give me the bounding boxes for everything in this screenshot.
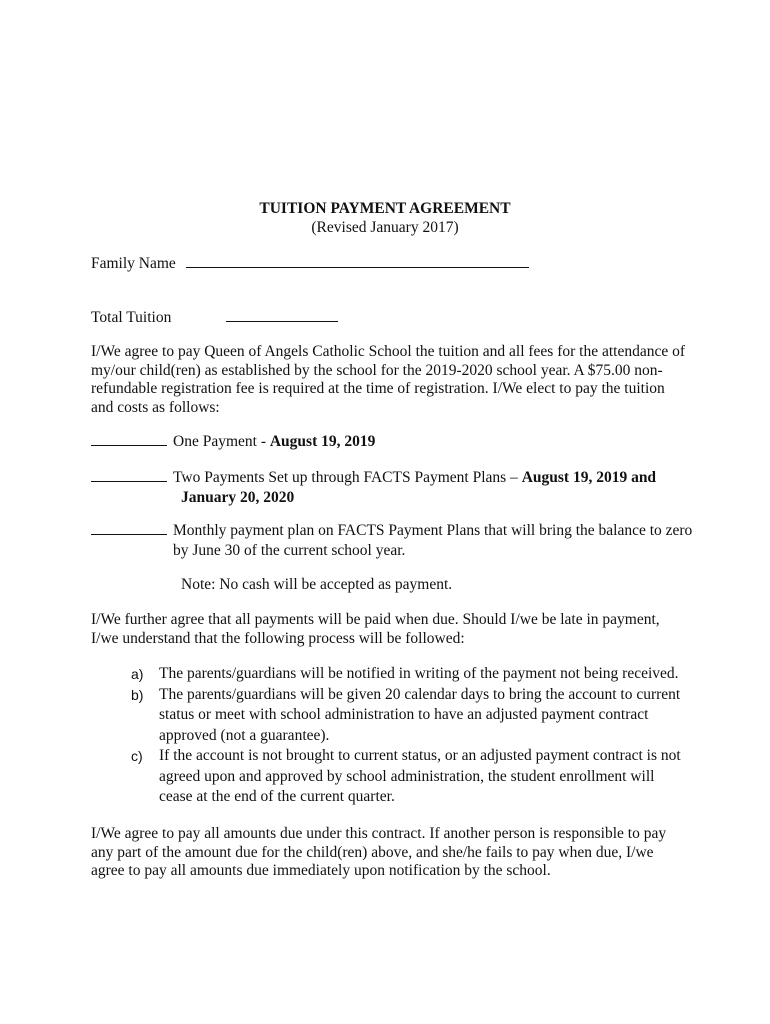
- list-item: [131, 664, 691, 685]
- list-item-text: The parents/guardians will be notified in writing of the payment not being received.: [159, 665, 679, 682]
- option-monthly-text: Monthly payment plan on FACTS Payment Plans that will bring the balance to zero by June 30 of the current school year.: [173, 522, 693, 559]
- list-item-marker: a): [131, 666, 144, 682]
- option-one-payment-date: August 19, 2019: [269, 433, 376, 450]
- option-monthly-blank[interactable]: [91, 521, 167, 535]
- process-list: [131, 664, 691, 808]
- option-one-payment: [91, 432, 691, 451]
- list-item: [131, 746, 691, 808]
- option-two-payments-date2: January 20, 2020: [181, 489, 295, 506]
- option-two-payments: [91, 468, 691, 506]
- family-name-row: [91, 254, 529, 273]
- payment-note: Note: No cash will be accepted as payment.: [181, 576, 453, 593]
- option-two-payments-text: [173, 468, 693, 508]
- revision-note: (Revised January 2017): [311, 219, 459, 236]
- list-item-text: If the account is not brought to current status, or an adjusted payment contract is not agreed upon and approved by school administration, the student enrollment will cease at the end of the current quarter.: [159, 747, 681, 805]
- agreement-intro: I/We agree to pay Queen of Angels Catholic School the tuition and all fees for the attendance of my/our child(ren) as established by the school for the 2019-2020 school year. A $75.00 non-refundable registration fee is required at the time of registration. I/We elect to pay the tuition and costs as follows:: [91, 343, 686, 416]
- option-one-payment-label: One Payment -: [173, 433, 270, 450]
- closing-paragraph: I/We agree to pay all amounts due under this contract. If another person is responsible to pay any part of the amount due for the child(ren) above, and she/he fails to pay when due, I/we agree to pay all amounts due immediately upon notification by the school.: [91, 825, 667, 879]
- list-item-marker: c): [131, 748, 143, 764]
- total-tuition-row: [91, 308, 338, 327]
- option-one-payment-blank[interactable]: [91, 432, 167, 446]
- list-item-text: The parents/guardians will be given 20 calendar days to bring the account to current status or meet with school administration to have an adjusted payment contract approved (not a guarantee).: [159, 685, 681, 744]
- list-item-marker: b): [131, 686, 144, 703]
- total-tuition-field[interactable]: [226, 308, 338, 322]
- list-item: [131, 685, 691, 747]
- option-one-payment-text: [173, 432, 693, 452]
- late-payment-intro: I/We further agree that all payments will be paid when due. Should I/we be late in payment, I/we understand that the following process will be followed:: [91, 611, 660, 647]
- option-two-payments-date1: August 19, 2019 and: [521, 469, 657, 486]
- family-name-label: Family Name: [91, 255, 176, 272]
- total-tuition-label: Total Tuition: [91, 309, 172, 326]
- option-two-payments-blank[interactable]: [91, 468, 167, 482]
- family-name-field[interactable]: [186, 254, 529, 268]
- option-monthly: [91, 521, 693, 559]
- document-title: TUITION PAYMENT AGREEMENT: [259, 200, 511, 217]
- option-two-payments-label: Two Payments Set up through FACTS Payment Plans –: [173, 469, 522, 486]
